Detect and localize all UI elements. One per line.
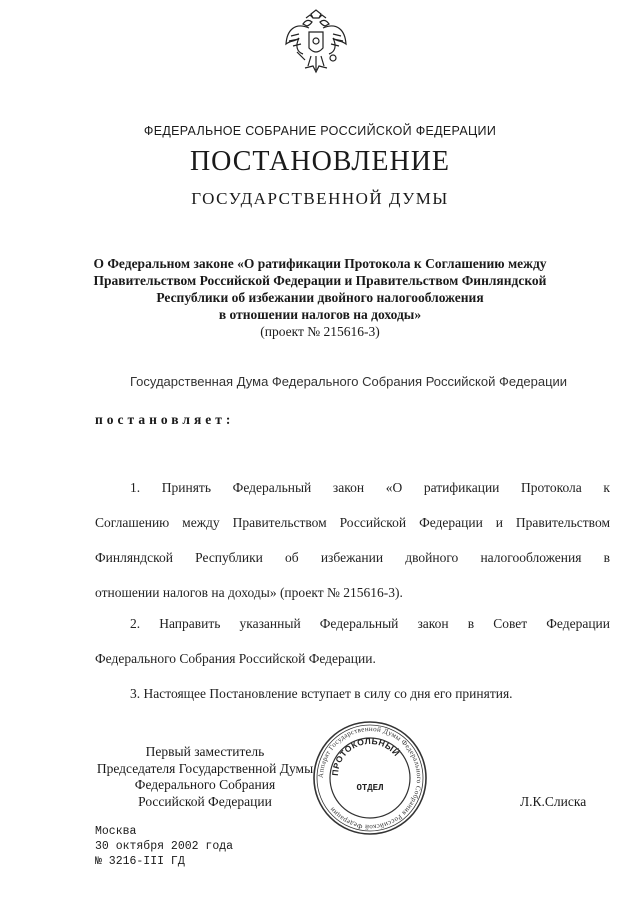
law-title-line: О Федеральном законе «О ратификации Протокола к Соглашению между xyxy=(93,256,547,271)
coat-of-arms-icon xyxy=(273,8,359,84)
paragraph-line: 3. Настоящее Постановление вступает в силу со дня его принятия. xyxy=(130,686,513,701)
position-line: Российской Федерации xyxy=(138,793,272,809)
law-title-line: в отношении налогов на доходы» xyxy=(218,307,422,322)
paragraph-line: Финляндской Республики об избежании двойного налогообложения в xyxy=(95,550,610,565)
document-number: № 3216-III ГД xyxy=(95,855,185,868)
city: Москва xyxy=(95,825,137,838)
position-line: Председателя Государственной Думы xyxy=(96,760,314,776)
law-title-line: Республики об избежании двойного налогообложения xyxy=(156,290,484,305)
paragraph-line: 2. Направить указанный Федеральный закон в Совет Федерации xyxy=(130,616,610,631)
stamp-center-text: ОТДЕЛ xyxy=(356,783,384,793)
signer-name: Л.К.Слиска xyxy=(520,794,587,809)
signature-position xyxy=(95,744,315,810)
paragraph-1 xyxy=(95,478,610,618)
paragraph-3 xyxy=(95,684,610,719)
position-line: Федерального Собрания xyxy=(134,777,276,792)
document-title: ПОСТАНОВЛЕНИЕ xyxy=(189,146,451,177)
law-title-line: Правительством Российской Федерации и Правительством Финляндской xyxy=(93,273,547,288)
paragraph-line: отношении налогов на доходы» (проект № 215616-3). xyxy=(95,585,403,600)
law-project-number: (проект № 215616-3) xyxy=(260,324,380,339)
stamp-arc-text: ПРОТОКОЛЬНЫЙ xyxy=(329,735,402,777)
date: 30 октября 2002 года xyxy=(95,840,234,853)
paragraph-line: Соглашению между Правительством Российской Федерации и Правительством xyxy=(95,515,610,530)
law-title xyxy=(80,255,560,323)
organization-name: ФЕДЕРАЛЬНОЕ СОБРАНИЕ РОССИЙСКОЙ ФЕДЕРАЦИИ xyxy=(143,124,497,138)
preamble: Государственная Дума Федерального Собрания Российской Федерации xyxy=(130,374,568,389)
document-subtitle: ГОСУДАРСТВЕННОЙ ДУМЫ xyxy=(191,189,449,208)
position-line: Первый заместитель xyxy=(145,744,265,759)
paragraph-line: 1. Принять Федеральный закон «О ратификации Протокола к xyxy=(130,480,610,495)
official-stamp xyxy=(310,718,430,838)
stamp-ring-text: Аппарат Государственной Думы Федерального Собрания Российской Федерации xyxy=(316,724,424,832)
paragraph-2 xyxy=(95,614,610,684)
document-meta xyxy=(95,824,233,869)
decree-word: постановляет: xyxy=(95,412,235,427)
paragraph-line: Федерального Собрания Российской Федерации. xyxy=(95,651,376,666)
